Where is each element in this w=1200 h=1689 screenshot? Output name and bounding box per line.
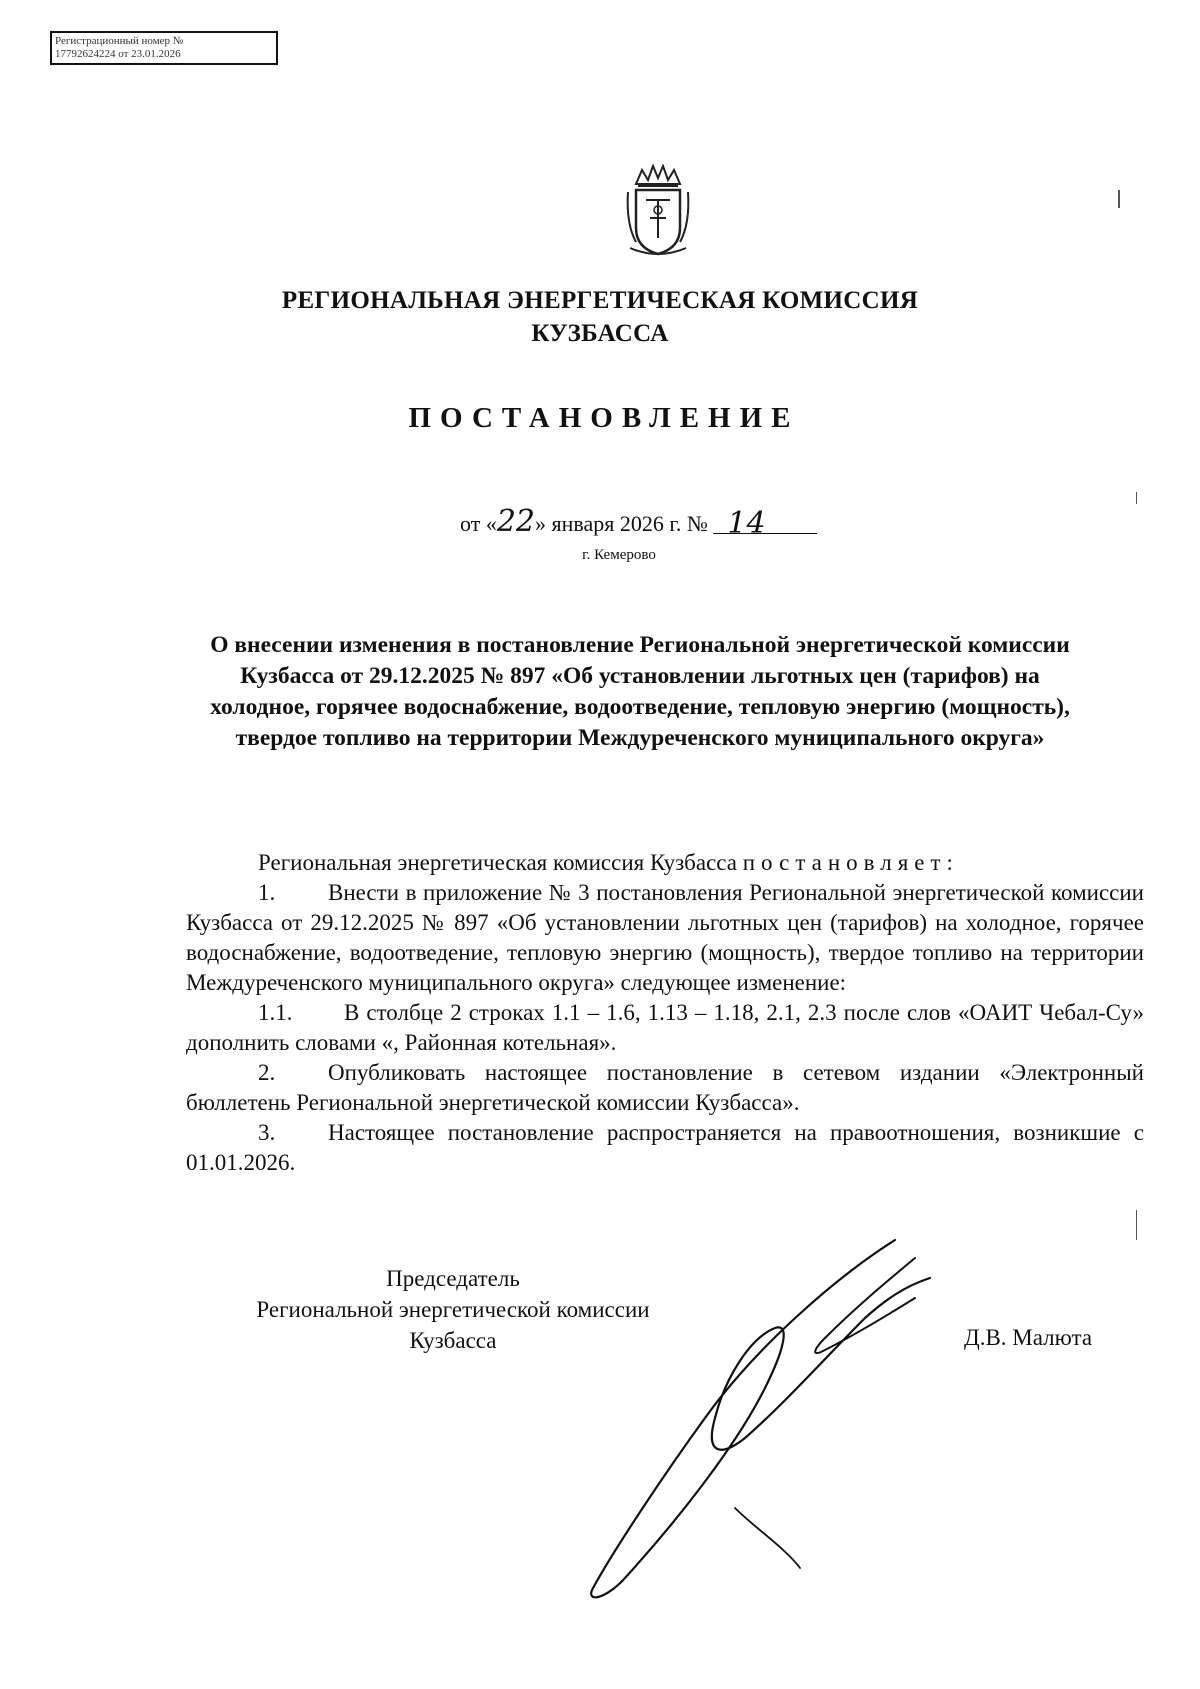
date-day: 22	[496, 504, 536, 539]
list-item	[186, 1118, 1144, 1178]
organization-line1: РЕГИОНАЛЬНАЯ ЭНЕРГЕТИЧЕСКАЯ КОМИССИЯ	[281, 287, 919, 314]
date-prefix: от «	[460, 511, 497, 536]
signature-icon	[585, 1228, 975, 1608]
registration-stamp-line1: Регистрационный номер №	[55, 35, 184, 47]
document-number: 14	[713, 506, 817, 534]
document-body	[186, 848, 1144, 1178]
signer-name: Д.В. Малюта	[964, 1325, 1093, 1350]
city: г. Кемерово	[582, 547, 656, 563]
list-item	[186, 1058, 1144, 1118]
scan-artifact	[1136, 492, 1137, 504]
organization-title	[0, 284, 1200, 350]
registration-stamp-line2: 17792624224 от 23.01.2026	[55, 48, 181, 60]
item-number: 2.	[258, 1060, 276, 1085]
document-type: ПОСТАНОВЛЕНИЕ	[408, 402, 800, 434]
date-line	[460, 504, 817, 539]
item-text: В столбце 2 строках 1.1 – 1.6, 1.13 – 1.18, 2.1, 2.3 после слов «ОАИТ Чебал-Су» дополнить словами «, Районная котельная».	[186, 1000, 1144, 1055]
registration-stamp	[50, 31, 278, 65]
date-month-year: » января 2026 г. №	[535, 511, 708, 536]
scan-artifact	[1118, 190, 1120, 208]
item-text: Внести в приложение № 3 постановления Региональной энергетической комиссии Кузбасса от 29.12.2025 № 897 «Об установлении льготных цен (тарифов) на холодное, горячее водоснабжение, водоотведение, тепловую энергию (мощность), твердое топливо на территории Междуреченского муниципального округа» следующее изменение:	[186, 880, 1144, 995]
item-number: 1.1.	[258, 1000, 293, 1025]
item-number: 3.	[258, 1120, 276, 1145]
document-heading: О внесении изменения в постановление Региональной энергетической комиссии Кузбасса от 29.12.2025 № 897 «Об установлении льготных цен (тарифов) на холодное, горячее водоснабжение, водоотведение, тепловую энергию (мощность), твердое топливо на территории Междуреченского муниципального округа»	[210, 632, 1070, 751]
decree-verb: постановляет:	[742, 850, 959, 875]
list-item	[186, 998, 1144, 1058]
item-text: Настоящее постановление распространяется на правоотношения, возникшие с 01.01.2026.	[186, 1120, 1144, 1175]
list-item	[186, 878, 1144, 998]
decree-subject: Региональная энергетическая комиссия Кузбасса	[258, 850, 737, 875]
signer-line3: Кузбасса	[409, 1328, 497, 1353]
organization-line2: КУЗБАССА	[531, 320, 669, 347]
item-number: 1.	[258, 880, 276, 905]
signer-line1: Председатель	[386, 1266, 520, 1291]
coat-of-arms-icon	[622, 164, 694, 258]
scan-artifact	[1136, 1210, 1137, 1240]
item-text: Опубликовать настоящее постановление в сетевом издании «Электронный бюллетень Региональной энергетической комиссии Кузбасса».	[186, 1060, 1144, 1115]
signer-line2: Региональной энергетической комиссии	[256, 1297, 650, 1322]
decree-line	[186, 848, 1144, 878]
